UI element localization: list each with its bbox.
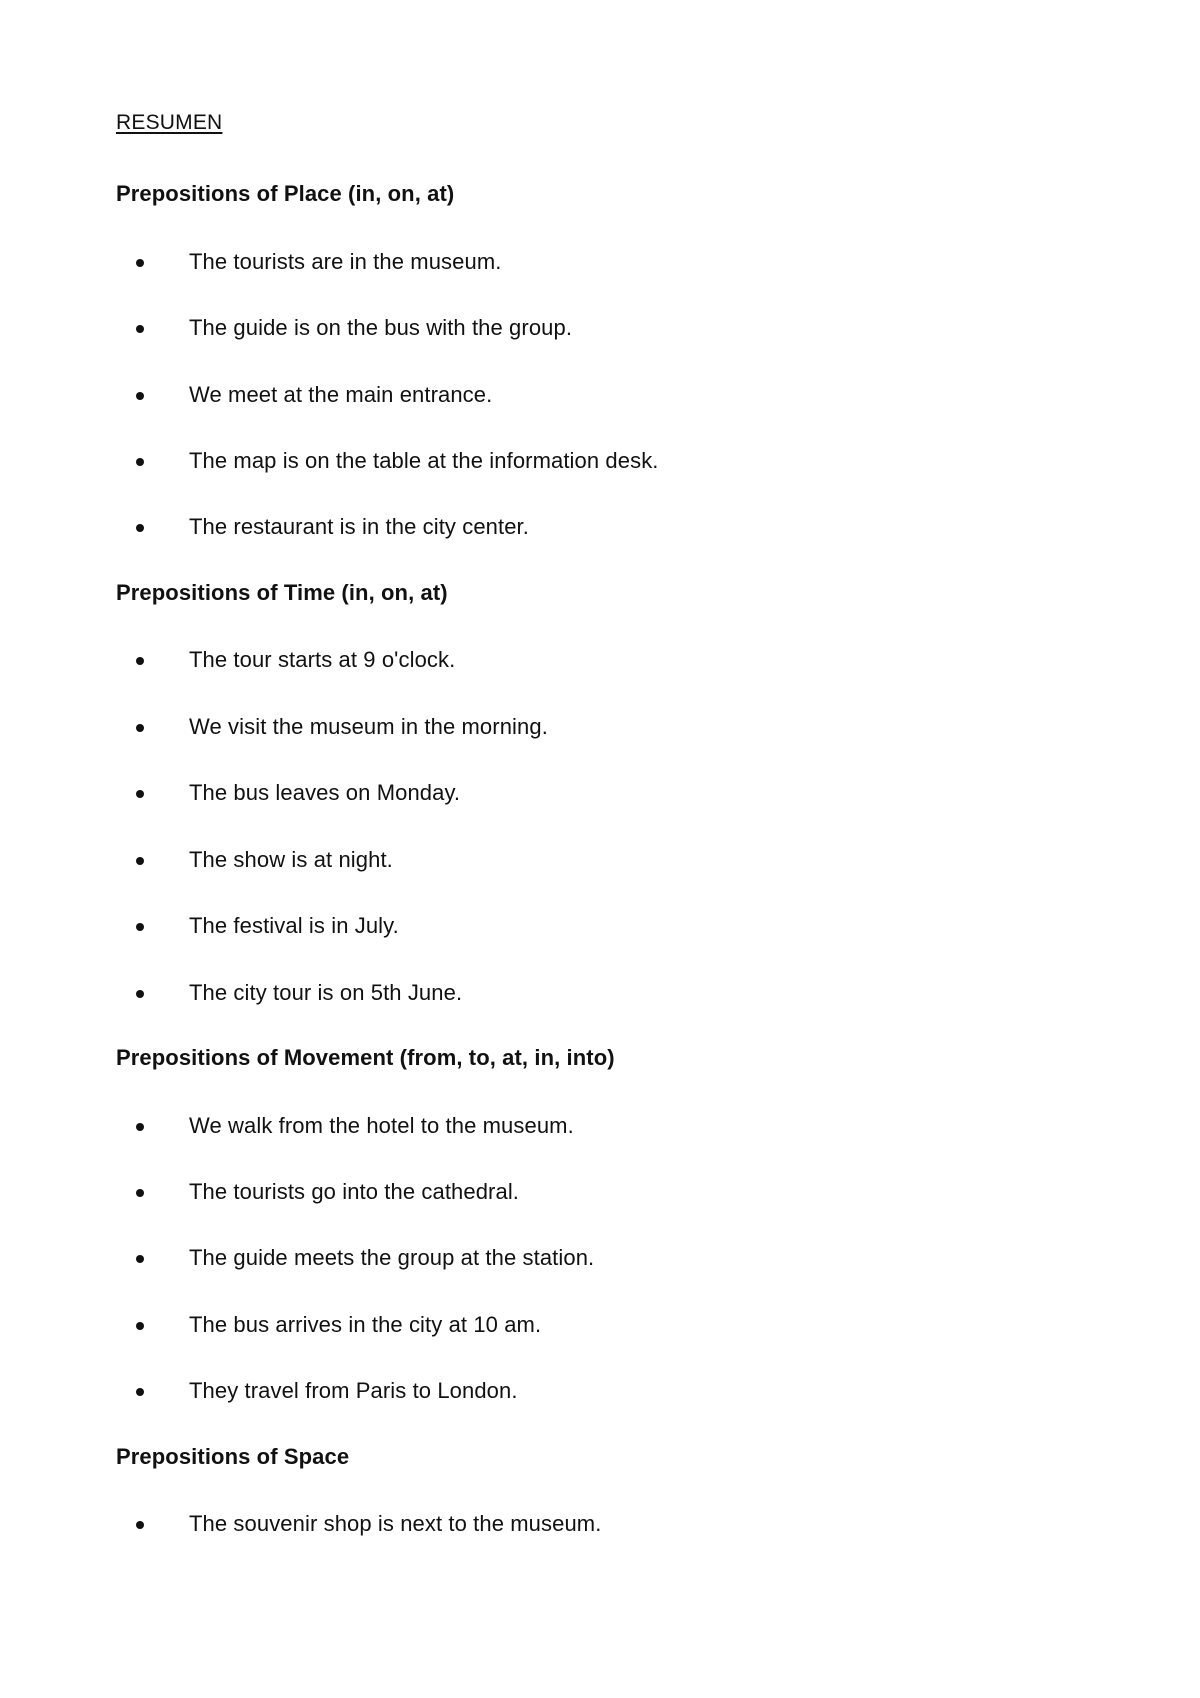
- section-heading-time: Prepositions of Time (in, on, at): [116, 580, 448, 605]
- list-item-text: The bus leaves on Monday.: [189, 780, 461, 805]
- bullet-icon: [136, 1322, 144, 1330]
- bullet-icon: [136, 923, 144, 931]
- list-item-text: We visit the museum in the morning.: [189, 714, 548, 739]
- list-item-text: We walk from the hotel to the museum.: [189, 1113, 574, 1138]
- list-item-text: The bus arrives in the city at 10 am.: [189, 1312, 542, 1337]
- bullet-icon: [136, 1255, 144, 1263]
- list-item-text: They travel from Paris to London.: [189, 1378, 518, 1403]
- bullet-icon: [136, 657, 144, 665]
- list-item-text: The show is at night.: [189, 847, 393, 872]
- list-item-text: The restaurant is in the city center.: [189, 514, 529, 539]
- bullet-icon: [136, 259, 144, 267]
- bullet-icon: [136, 724, 144, 732]
- bullet-icon: [136, 990, 144, 998]
- bullet-icon: [136, 392, 144, 400]
- bullet-icon: [136, 857, 144, 865]
- section-heading-place: Prepositions of Place (in, on, at): [116, 181, 455, 206]
- bullet-icon: [136, 790, 144, 798]
- list-item-text: The souvenir shop is next to the museum.: [189, 1511, 602, 1536]
- bullet-icon: [136, 458, 144, 466]
- bullet-icon: [136, 524, 144, 532]
- list-item-text: The city tour is on 5th June.: [189, 980, 463, 1005]
- bullet-icon: [136, 1521, 144, 1529]
- bullet-icon: [136, 1189, 144, 1197]
- list-item-text: The map is on the table at the information desk.: [189, 448, 659, 473]
- section-heading-movement: Prepositions of Movement (from, to, at, in, into): [116, 1045, 615, 1070]
- list-item-text: The guide meets the group at the station.: [189, 1245, 595, 1270]
- bullet-icon: [136, 1388, 144, 1396]
- list-item-text: We meet at the main entrance.: [189, 382, 493, 407]
- list-item-text: The tour starts at 9 o'clock.: [189, 647, 456, 672]
- list-item-text: The tourists go into the cathedral.: [189, 1179, 520, 1204]
- bullet-icon: [136, 325, 144, 333]
- bullet-icon: [136, 1123, 144, 1131]
- list-item-text: The festival is in July.: [189, 913, 399, 938]
- section-heading-space: Prepositions of Space: [116, 1444, 350, 1469]
- list-item-text: The tourists are in the museum.: [189, 249, 502, 274]
- list-item-text: The guide is on the bus with the group.: [189, 315, 573, 340]
- document-title: RESUMEN: [116, 111, 223, 134]
